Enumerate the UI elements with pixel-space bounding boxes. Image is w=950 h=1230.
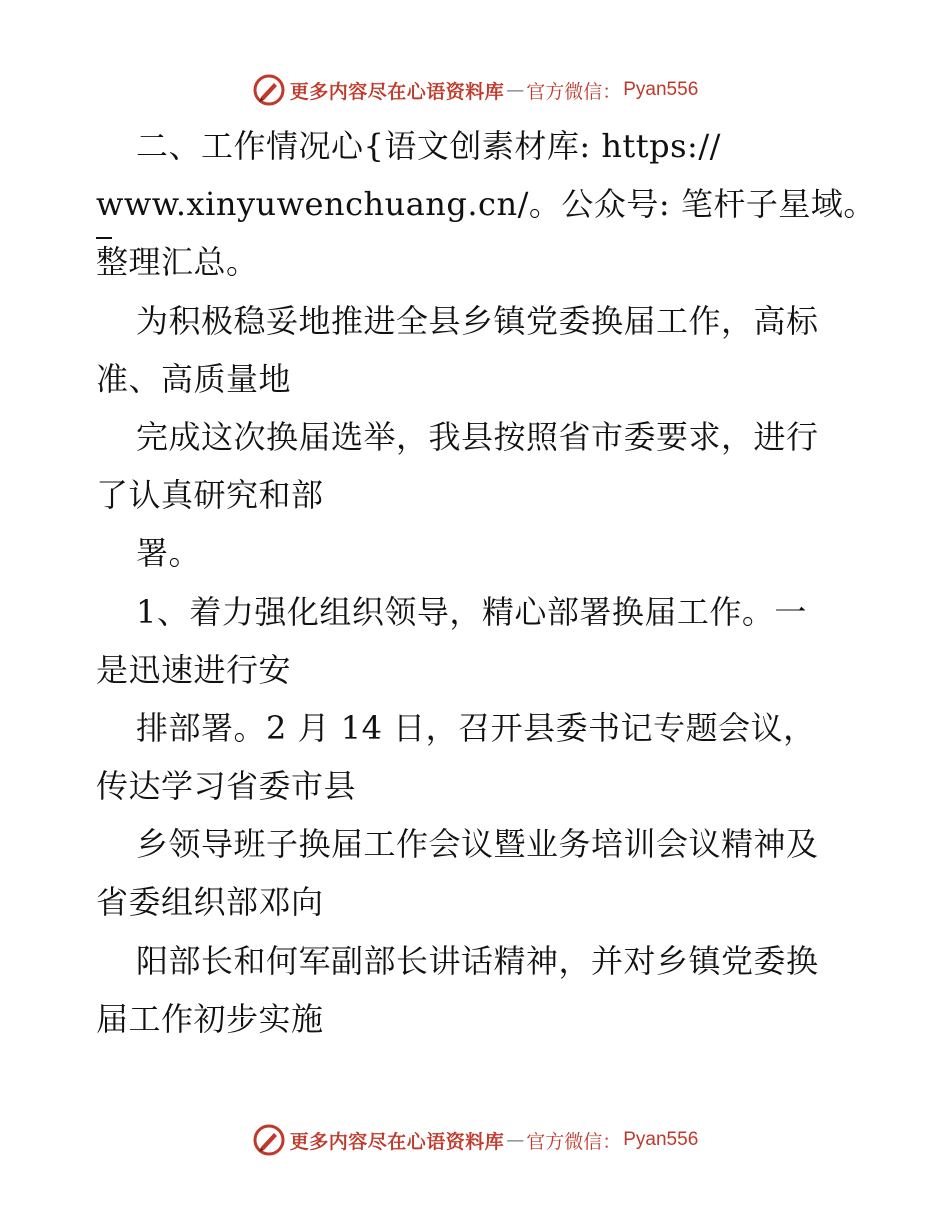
header-banner (0, 70, 950, 110)
document-body (96, 117, 876, 1048)
footer-banner (0, 1120, 950, 1160)
body-line: 是迅速进行安 (96, 650, 292, 689)
banner-dash: — (506, 79, 525, 101)
pen-seal-logo-icon (252, 1123, 286, 1157)
body-line: 省委组织部邓向 (96, 883, 324, 922)
body-line: 准、高质量地 (96, 359, 292, 398)
body-line: 二、工作情况心{语文创素材库: https:// (136, 127, 721, 165)
body-line: 乡领导班子换届工作会议暨业务培训会议精神及 (136, 825, 819, 864)
body-line: 为积极稳妥地推进全县乡镇党委换届工作，高标 (136, 301, 819, 340)
body-line: 阳部长和何军副部长讲话精神，并对乡镇党委换 (136, 941, 819, 980)
banner-main-text: 更多内容尽在心语资料库 (289, 80, 505, 103)
body-line: 届工作初步实施 (96, 999, 324, 1038)
body-line: 传达学习省委市县 (96, 767, 357, 806)
banner-dash: — (506, 1129, 525, 1151)
pen-seal-logo-icon (252, 73, 286, 107)
banner-label: 官方微信： (526, 80, 622, 103)
banner-main-text: 更多内容尽在心语资料库 (289, 1130, 505, 1153)
banner-wechat-id: Pyan556 (623, 1129, 699, 1150)
body-line: www.xinyuwenchuang.cn/。公众号: 笔杆子星域。 (96, 185, 876, 224)
body-line: 了认真研究和部 (96, 476, 324, 515)
banner-label: 官方微信： (526, 1130, 622, 1153)
body-line: 排部署。2 月 14 日，召开县委书记专题会议， (136, 708, 816, 747)
banner-wechat-id: Pyan556 (623, 79, 699, 100)
body-line: 整理汇总。 (96, 243, 259, 282)
body-line: 1、着力强化组织领导，精心部署换届工作。一 (136, 592, 807, 631)
body-line: 完成这次换届选举，我县按照省市委要求，进行 (136, 417, 819, 456)
body-line: 署。 (136, 534, 202, 573)
